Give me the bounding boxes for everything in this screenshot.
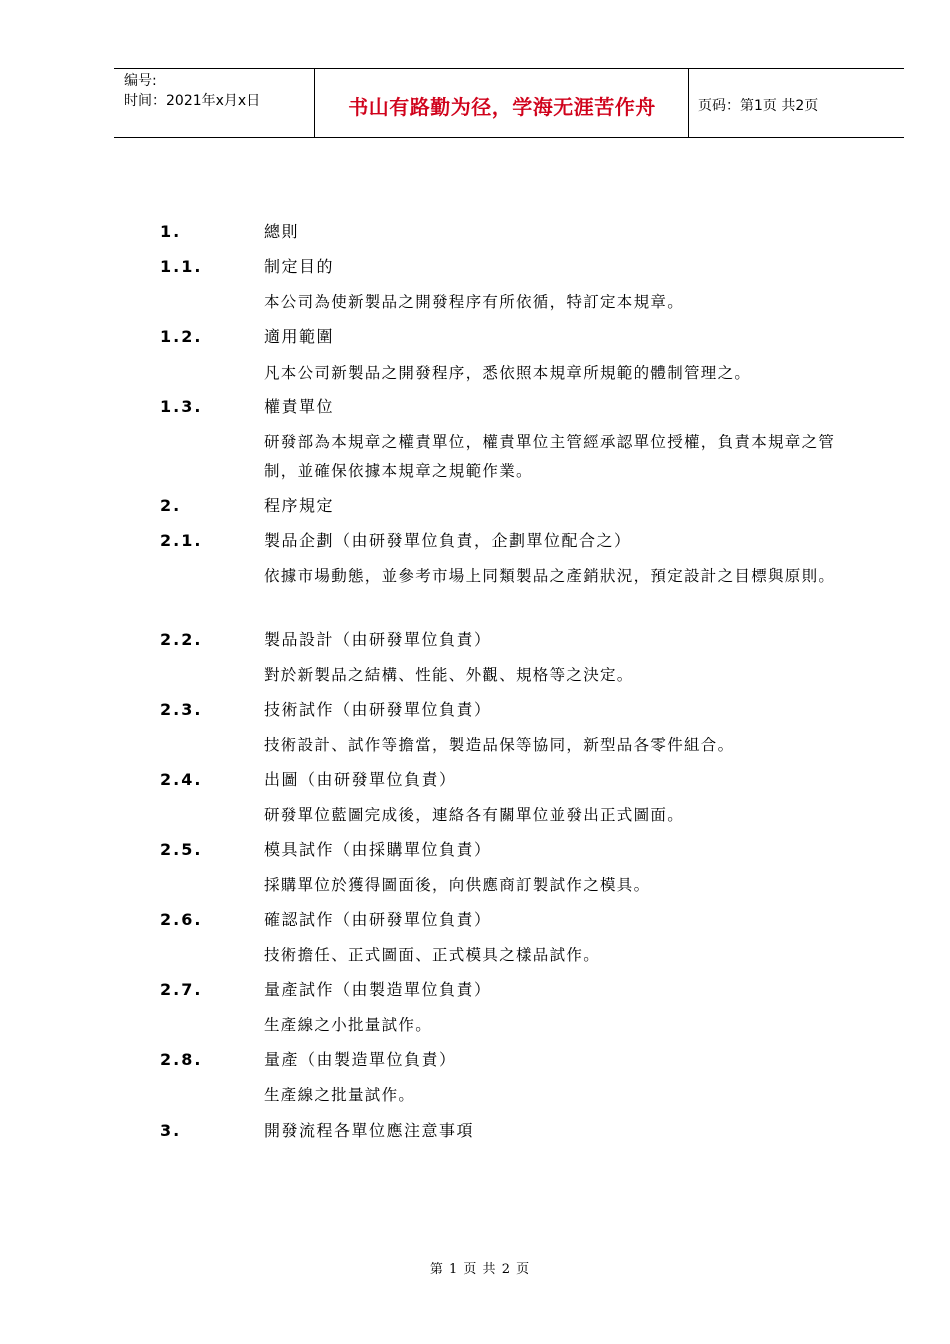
page-header	[114, 68, 904, 138]
section-number: 2.3.	[160, 700, 203, 719]
section-body: 研發部為本規章之權責單位，權責單位主管經承認單位授權，負責本規章之管制，並確保依據本規章之規範作業。	[264, 433, 836, 480]
section-number: 2.8.	[160, 1050, 203, 1069]
section-title: 製品企劃（由研發單位負責，企劃單位配合之）	[264, 531, 632, 550]
section-body: 凡本公司新製品之開發程序，悉依照本規章所規範的體制管理之。	[264, 364, 752, 382]
section-number: 2.2.	[160, 630, 203, 649]
section-body: 技術設計、試作等擔當，製造品保等協同，新型品各零件組合。	[264, 736, 735, 754]
section-title: 程序規定	[264, 496, 335, 515]
section-body: 依據市場動態，並參考市場上同類製品之產銷狀況，預定設計之目標與原則。	[264, 567, 836, 585]
header-meta	[124, 71, 314, 111]
page-footer: 第 1 页 共 2 页	[429, 1262, 531, 1277]
header-page-info: 页码：第1页 共2页	[698, 98, 819, 114]
section-body: 本公司為使新製品之開發程序有所依循，特訂定本規章。	[264, 293, 685, 311]
section-title: 確認試作（由研發單位負責）	[264, 910, 492, 929]
section-number: 1.1.	[160, 257, 203, 276]
section-title: 適用範圍	[264, 327, 335, 346]
section-body: 研發單位藍圖完成後，連絡各有關單位並發出正式圖面。	[264, 806, 685, 824]
section-number: 1.	[160, 222, 182, 241]
section-body: 採購單位於獲得圖面後，向供應商訂製試作之模具。	[264, 876, 651, 894]
section-title: 量產試作（由製造單位負責）	[264, 980, 492, 999]
section-title: 權責單位	[264, 397, 335, 416]
section-number: 1.2.	[160, 327, 203, 346]
section-title: 製品設計（由研發單位負責）	[264, 630, 492, 649]
section-body: 對於新製品之結構、性能、外觀、規格等之決定。	[264, 666, 634, 684]
section-number: 3.	[160, 1121, 182, 1140]
header-motto: 书山有路勤为径，学海无涯苦作舟	[348, 94, 656, 119]
serial-number-label: 编号:	[124, 73, 157, 89]
section-number: 1.3.	[160, 397, 203, 416]
section-title: 量產（由製造單位負責）	[264, 1050, 457, 1069]
section-title: 制定目的	[264, 257, 335, 276]
section-body: 技術擔任、正式圖面、正式模具之樣品試作。	[264, 946, 601, 964]
section-body: 生產線之小批量試作。	[264, 1016, 433, 1034]
section-body: 生產線之批量試作。	[264, 1086, 416, 1104]
section-title: 開發流程各單位應注意事項	[264, 1121, 475, 1140]
section-number: 2.	[160, 496, 182, 515]
header-divider	[688, 69, 689, 137]
section-number: 2.6.	[160, 910, 203, 929]
section-title: 出圖（由研發單位負責）	[264, 770, 457, 789]
section-number: 2.4.	[160, 770, 203, 789]
section-title: 模具試作（由採購單位負責）	[264, 840, 492, 859]
section-number: 2.5.	[160, 840, 203, 859]
section-title: 技術試作（由研發單位負責）	[264, 700, 492, 719]
section-title: 總則	[264, 222, 300, 241]
section-number: 2.7.	[160, 980, 203, 999]
date-label: 时间：2021年x月x日	[124, 93, 261, 109]
section-number: 2.1.	[160, 531, 203, 550]
